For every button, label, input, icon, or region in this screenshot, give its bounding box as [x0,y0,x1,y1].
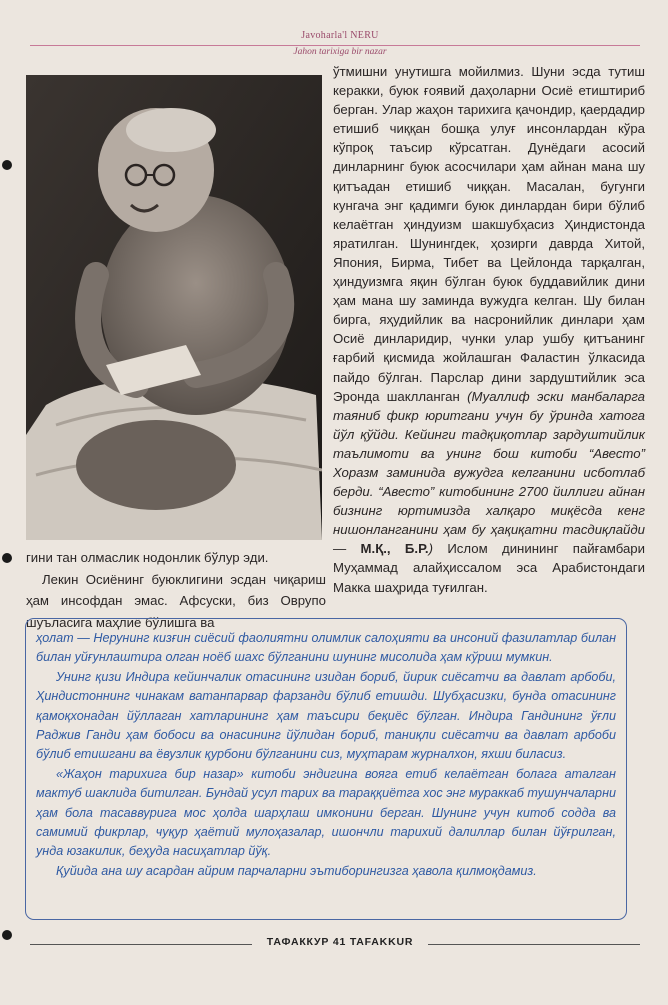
header-subtitle: Jahon tarixiga bir nazar [293,47,387,57]
right-column [333,62,645,597]
footer-rule-right [428,944,640,945]
box-paragraph: Қуйида ана шу асардан айрим парчаларни эътиборингизга ҳавола қилмоқдамиз. [56,863,537,878]
footer-page-label: ТАФАККУР 41 TAFAKKUR [266,936,414,948]
author-note: (Муаллиф эски манбаларга таяниб фикр юритгани учун бу ўринда хатога йўл қўйди. Кейинги тадқиқотлар зардуштийлик таълимоти ва унинг бош китоби “Авесто” Хоразм заминида вужудга келганини исботлаб берди. “Авесто” китобининг 2700 йиллиги айнан бизнинг юртимизда халқаро миқёсда кенг нишонланганини ҳам бу ҳақиқатни тасдиқлайди — [333,388,646,557]
portrait-photo-drawing [26,75,322,540]
note-initials: М.Қ., Б.Р. [360,541,429,557]
box-paragraph: ҳолат — Нерунинг кизғин сиёсий фаолиятни олимлик салоҳияти ва инсоний фазилатлар билан билан уйғунлаштира олган ноёб шахс бўлганини шунинг мисолида ҳам кўриш мумкин. [36,631,616,665]
footer-rule-left [30,944,252,945]
binder-hole-icon [2,553,12,563]
binder-hole-icon [2,930,12,940]
editorial-box [25,618,627,920]
right-column-text-end: Ислом динининг пайғамбари Муҳаммад алайҳиссалом эса Арабистондаги Макка шаҳрида туғилган. [333,541,645,595]
header-rule [30,45,640,46]
portrait-photo [26,75,322,540]
right-column-text: ўтмишни унутишга мойилмиз. Шуни эсда тутиш керакки, буюк ғоявий даҳоларни Осиё етиштириб берган. Улар жаҳон тарихига қачондир, қаердадир етишиб чиққан бошқа улуғ инсонлардан кўра кўпроқ таъсир кўрсатган. Дунёдаги асосий динларнинг буюк асосчилари ҳам айнан мана шу қитъадан етишиб чиққан. Масалан, бугунги кунгача энг қадимги буюк динлардан бири бўлиб келаётган ҳиндуизм шакшубҳасиз Ҳиндистонда яратилган. Шунингдек, ҳозирги даврда Хитой, Япония, Бирма, Тибет ва Цейлонда тарқалган, ҳиндуизмга яқин бўлган буюк буддавийлик дини ҳам мана шу заминда вужудга келган. Шу билан бирга, яҳудийлик ва насронийлик динлари ҳам Осиё динларидир, чунки улар ушбу қитъанинг ғарбий қисмида жойлашган Фаластин ўлкасида пайдо бўлган. Парслар дини зардуштийлик эса Эронда шаклланган [333,64,645,404]
binder-hole-icon [2,160,12,170]
header-author: Javoharla'l NERU [301,30,379,41]
note-close: ) [428,541,433,557]
left-column-paragraph: Лекин Осиёнинг буюклигини эсдан чиқариш ҳам инсофдан эмас. Афсуски, биз Оврупо шуъласига маҳлиё бўлишга ва [26,571,326,630]
box-paragraph: «Жаҳон тарихига бир назар» китоби эндигина вояга етиб келаётган болага аталган мактуб шаклида битилган. Бундай усул тарих ва тараққиётга хос энг мураккаб тушунчаларни ҳам бола тасаввурига мос ҳолда шарҳлаш имконини берган. Шунинг учун китоб содда ва самимий фикрлар, чуқур ҳаётий мулоҳазалар, ишончли тарихий далиллар билан йўғрилган, унда юзакилик, беҳуда насиҳатлар йўқ. [36,766,616,859]
box-paragraph: Унинг қизи Индира кейинчалик отасининг изидан бориб, йирик сиёсатчи ва давлат арбоби, Ҳиндистоннинг чинакам ватанпарвар фарзанди бўлиб етишди. Шубҳасизки, бунда отасининг қамоқхонадан йўллаган хатларининг ҳам таъсири беқиёс бўлган. Индира Гандининг ўғли Раджив Ганди ҳам бобоси ва онасининг йўлидан бориб, таниқли сиёсатчи ва давлат арбоби бўлиб етишгани ва ёвузлик қурбони бўлганини сиз, муҳтарам журналхон, яхши биласиз. [36,669,616,762]
left-column-line: гини тан олмаслик нодонлик бўлур эди. [26,550,269,565]
